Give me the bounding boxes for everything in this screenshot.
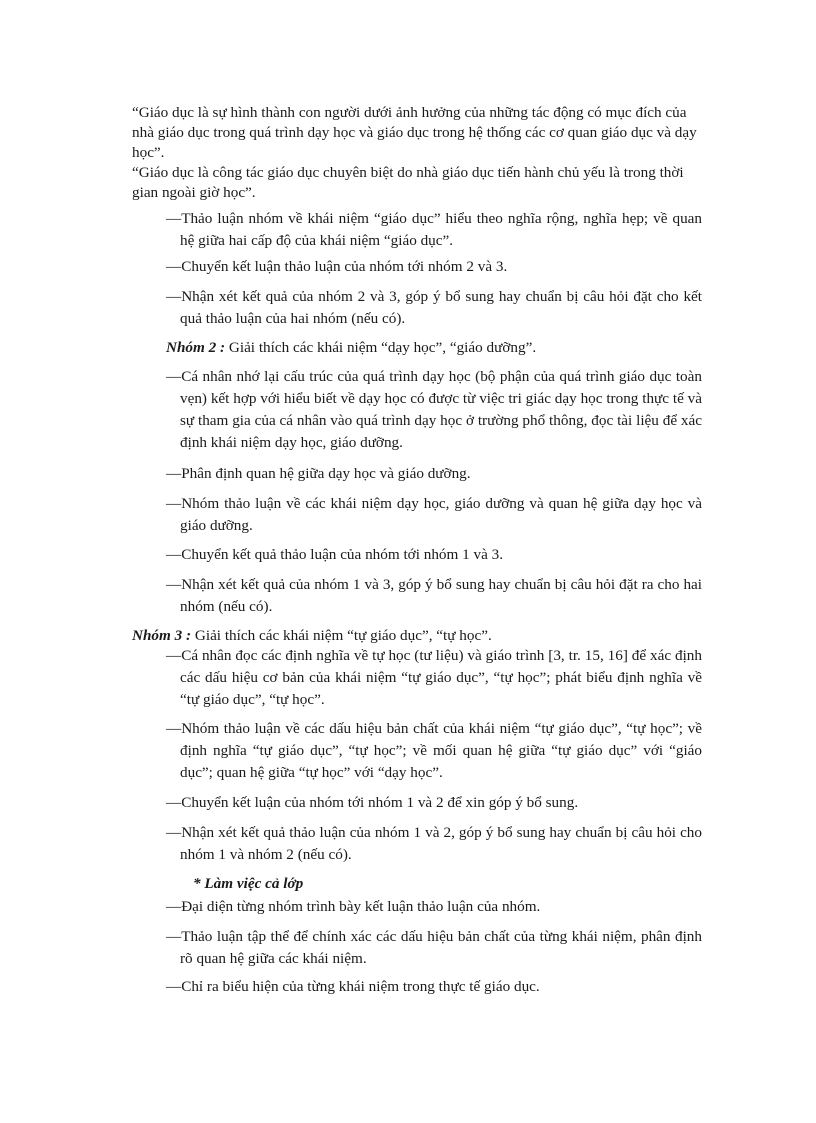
group2-item-5: —Nhận xét kết quả của nhóm 1 và 3, góp ý bổ sung hay chuẩn bị câu hỏi đặt ra cho hai nhóm (nếu có). — [166, 576, 702, 615]
group2-item-3: —Nhóm thảo luận về các khái niệm dạy học, giáo dưỡng và quan hệ giữa dạy học và giáo dưỡng. — [166, 495, 702, 534]
group1-item-1: —Thảo luận nhóm về khái niệm “giáo dục” hiểu theo nghĩa rộng, nghĩa hẹp; về quan hệ giữa hai cấp độ của khái niệm “giáo dục”. — [166, 210, 702, 249]
group3-item-1: —Cá nhân đọc các định nghĩa về tự học (tư liệu) và giáo trình [3, tr. 15, 16] để xác định các dấu hiệu cơ bản của khái niệm “tự giáo dục”, “tự học”; phát biểu định nghĩa về “tự giáo dục”, “tự học”. — [166, 647, 702, 708]
group3-item-4: —Nhận xét kết quả thảo luận của nhóm 1 và 2, góp ý bổ sung hay chuẩn bị câu hỏi cho nhóm 1 và nhóm 2 (nếu có). — [166, 824, 702, 863]
group3-label: Nhóm 3 : — [132, 627, 192, 644]
group3-heading — [132, 625, 702, 647]
group2-item-4: —Chuyển kết quả thảo luận của nhóm tới nhóm 1 và 3. — [166, 546, 504, 563]
group3-title: Giải thích các khái niệm “tự giáo dục”, “tự học”. — [191, 627, 492, 644]
quote-definition-1: “Giáo dục là sự hình thành con người dưới ảnh hưởng của những tác động có mục đích của nhà giáo dục trong quá trình dạy học và giáo dục trong hệ thống các cơ quan giáo dục và dạy học”. — [132, 104, 697, 161]
group2-item-1: —Cá nhân nhớ lại cấu trúc của quá trình dạy học (bộ phận của quá trình giáo dục toàn vẹn) kết hợp với hiểu biết về dạy học có được từ việc tri giác dạy học trong thực tế và sự tham gia của cá nhân vào quá trình dạy học ở trường phổ thông, đọc tài liệu để xác định khái niệm dạy học, giáo dưỡng. — [166, 368, 702, 451]
group1-item-2: —Chuyển kết luận thảo luận của nhóm tới nhóm 2 và 3. — [166, 258, 508, 275]
whole-class-item-1: —Đại diện từng nhóm trình bày kết luận thảo luận của nhóm. — [166, 898, 541, 915]
group2-title: Giải thích các khái niệm “dạy học”, “giáo dưỡng”. — [225, 339, 537, 356]
group1-item-3: —Nhận xét kết quả của nhóm 2 và 3, góp ý bổ sung hay chuẩn bị câu hỏi đặt cho kết quả thảo luận của hai nhóm (nếu có). — [166, 288, 702, 327]
group2-label: Nhóm 2 : — [166, 339, 226, 356]
group2-item-2: —Phân định quan hệ giữa dạy học và giáo dưỡng. — [166, 465, 471, 482]
whole-class-heading: * Làm việc cả lớp — [193, 875, 304, 892]
whole-class-item-3: —Chỉ ra biểu hiện của từng khái niệm trong thực tế giáo dục. — [166, 978, 540, 995]
quote-definition-2: “Giáo dục là công tác giáo dục chuyên biệt do nhà giáo dục tiến hành chủ yếu là trong thời gian ngoài giờ học”. — [132, 164, 684, 201]
group3-item-2: —Nhóm thảo luận về các dấu hiệu bản chất của khái niệm “tự giáo dục”, “tự học”; về định nghĩa “tự giáo dục”, “tự học”; về mối quan hệ giữa “tự giáo dục” với “giáo dục”; quan hệ giữa “tự học” với “dạy học”. — [166, 720, 702, 781]
group3-item-3: —Chuyển kết luận của nhóm tới nhóm 1 và 2 để xin góp ý bổ sung. — [166, 794, 579, 811]
whole-class-item-2: —Thảo luận tập thể để chính xác các dấu hiệu bản chất của từng khái niệm, phân định rõ quan hệ giữa các khái niệm. — [166, 928, 702, 967]
group2-heading — [166, 337, 702, 359]
